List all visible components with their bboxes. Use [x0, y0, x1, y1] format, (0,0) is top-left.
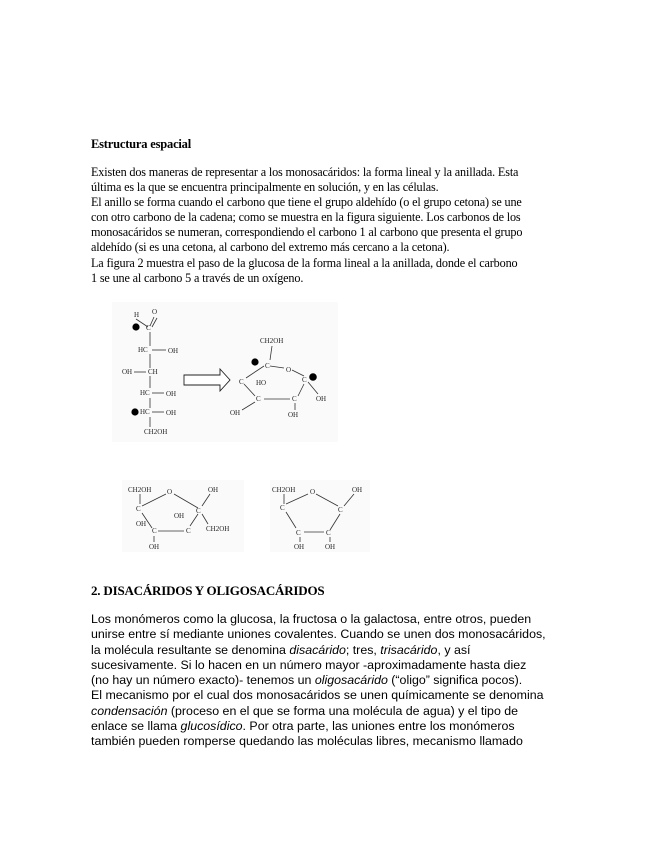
atom-label: HC — [140, 389, 150, 397]
paragraph-disacaridos — [91, 612, 591, 750]
term-condensacion: condensación — [91, 703, 168, 718]
text-line: El anillo se forma cuando el carbono que tiene el grupo aldehído (o el grupo cetona) se une — [91, 195, 522, 210]
text-line: Los monómeros como la glucosa, la fructosa o la galactosa, entre otros, pueden — [91, 612, 532, 626]
atom-label: OH — [122, 368, 133, 376]
atom-label: OH — [149, 543, 160, 551]
text-line: también pueden romperse quedando las moléculas libres, mecanismo llamado — [91, 734, 523, 749]
text-line: El mecanismo por el cual dos monosacáridos se unen químicamente se denomina — [91, 688, 544, 703]
atom-label: C — [326, 529, 331, 537]
atom-label: HC — [140, 408, 150, 416]
text-line: última es la que se encuentra principalmente en solución, y en las células. — [91, 180, 439, 195]
paragraph-estructura — [91, 165, 581, 286]
atom-label: C — [296, 529, 301, 537]
text-line: aldehído (si es una cetona, al carbono del extremo más cercano a la cetona). — [91, 240, 450, 255]
text-line — [91, 643, 591, 658]
atom-label: HO — [256, 379, 267, 387]
atom-label: C — [239, 378, 244, 386]
text-line — [91, 673, 591, 688]
atom-label: CH2OH — [128, 486, 152, 494]
atom-label: OH — [294, 543, 305, 551]
text-span: la molécula resultante se denomina — [91, 642, 290, 657]
figure-ribose-ring — [270, 480, 370, 552]
section-heading-disacaridos: 2. DISACÁRIDOS Y OLIGOSACÁRIDOS — [91, 583, 325, 598]
text-span: enlace se llama — [91, 719, 181, 734]
atom-label: C — [196, 507, 201, 515]
atom-label: C — [302, 376, 307, 384]
atom-label: O — [167, 488, 173, 496]
figure-fructose-ring — [122, 480, 244, 552]
text-span: (no hay un número exacto)- tenemos un — [91, 673, 315, 688]
atom-label: CH2OH — [144, 428, 168, 436]
text-span: (“oligo” significa pocos). — [387, 673, 523, 688]
atom-label: O — [310, 488, 316, 496]
atom-label: OH — [166, 409, 177, 417]
text-line — [91, 719, 591, 734]
term-oligosacarido: oligosacárido — [314, 673, 388, 688]
atom-label: C — [265, 362, 270, 370]
atom-label: O — [152, 308, 158, 316]
atom-label: OH — [316, 395, 327, 403]
text-line — [91, 704, 591, 719]
atom-label: C — [292, 395, 297, 403]
text-line: Existen dos maneras de representar a los monosacáridos: la forma lineal y la anillada. Esta — [91, 165, 519, 179]
atom-label: CH2OH — [272, 486, 296, 494]
atom-label: C — [256, 395, 261, 403]
term-trisacarido: trisacárido — [380, 642, 438, 657]
term-glucosidico: glucosídico — [180, 719, 243, 734]
atom-label: OH — [166, 390, 177, 398]
bond-dot-marker — [131, 408, 138, 415]
bond-dot-marker — [309, 373, 317, 381]
atom-label: OH — [208, 486, 219, 494]
atom-label: CH2OH — [260, 337, 284, 345]
atom-label: C — [280, 504, 285, 512]
bond-dot-marker — [132, 323, 139, 330]
term-disacarido: disacárido — [289, 642, 346, 657]
atom-label: OH — [325, 543, 336, 551]
atom-label: OH — [168, 347, 179, 355]
text-span: . Por otra parte, las uniones entre los monómeros — [242, 719, 515, 734]
text-line: unirse entre sí mediante uniones covalentes. Cuando se unen dos monosacáridos, — [91, 627, 546, 642]
section-heading-estructura: Estructura espacial — [91, 137, 192, 151]
atom-label: OH — [230, 409, 241, 417]
atom-label: OH — [174, 512, 185, 520]
bond-dot-marker — [251, 358, 258, 365]
text-span: ; tres, — [345, 642, 381, 657]
atom-label: OH — [288, 411, 299, 419]
atom-label: C — [152, 527, 157, 535]
ribose-diagram — [270, 480, 370, 552]
atom-label: C — [186, 527, 191, 535]
atom-label: HC — [138, 346, 148, 354]
atom-label: C — [136, 505, 141, 513]
atom-label: OH — [136, 520, 147, 528]
glucose-diagram — [112, 302, 338, 442]
text-line: con otro carbono de la cadena; como se muestra en la figura siguiente. Los carbonos de los — [91, 210, 521, 225]
atom-label: OH — [352, 486, 363, 494]
text-span: (proceso en el que se forma una molécula de agua) y el tipo de — [167, 703, 519, 718]
atom-label: H — [134, 311, 140, 319]
atom-label: C — [338, 506, 343, 514]
text-line: monosacáridos se numeran, correspondiendo el carbono 1 al carbono que presenta el grupo — [91, 225, 523, 240]
text-line: sucesivamente. Si lo hacen en un número mayor -aproximadamente hasta diez — [91, 657, 527, 672]
fructose-diagram — [122, 480, 244, 552]
text-line: 1 se une al carbono 5 a través de un oxígeno. — [91, 270, 304, 285]
atom-label: O — [286, 366, 292, 374]
text-span: , y así — [437, 642, 471, 657]
atom-label: C — [146, 324, 151, 332]
text-line: La figura 2 muestra el paso de la glucosa de la forma lineal a la anillada, donde el carbono — [91, 255, 518, 270]
atom-label: CH — [148, 368, 158, 376]
arrow-icon — [184, 369, 230, 391]
figure-glucose-linear-to-ring — [112, 302, 338, 442]
atom-label: CH2OH — [206, 525, 230, 533]
